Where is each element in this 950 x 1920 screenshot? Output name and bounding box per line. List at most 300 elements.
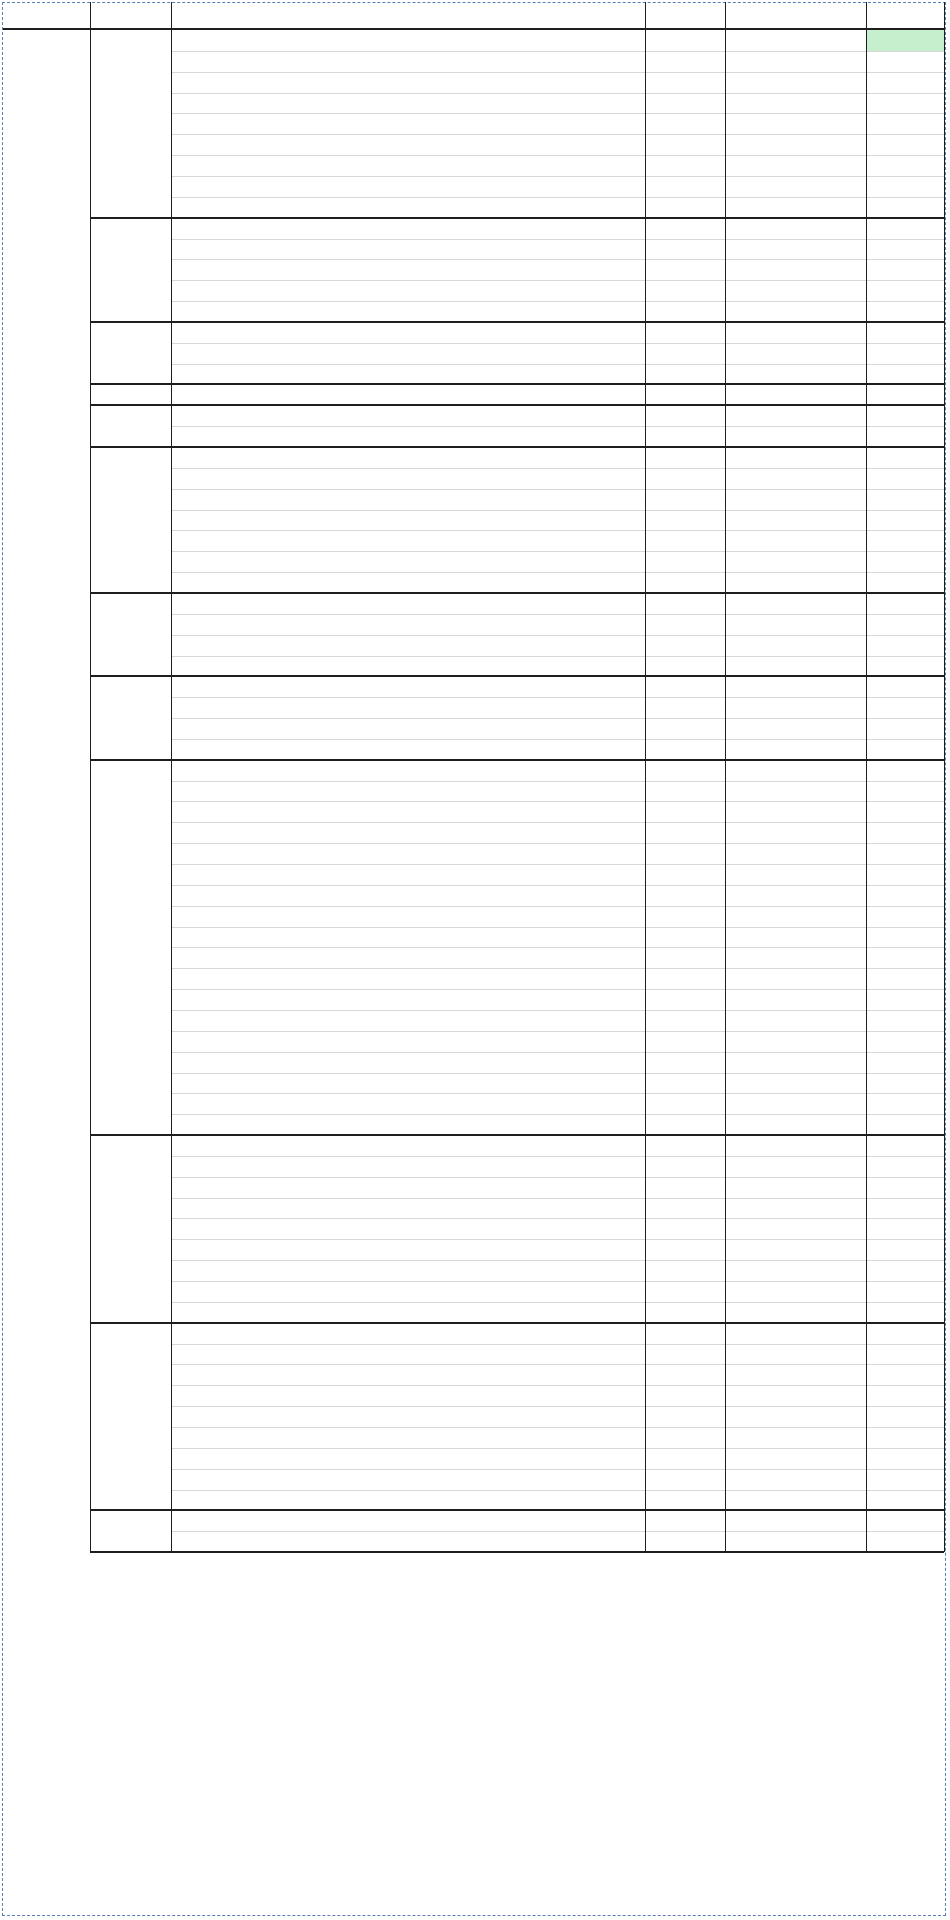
item-name[interactable] <box>174 1281 642 1302</box>
cost-value[interactable] <box>648 405 722 426</box>
labor-value[interactable] <box>728 739 863 760</box>
item-name[interactable] <box>174 405 642 426</box>
labor-value[interactable] <box>728 1323 863 1344</box>
total-value[interactable] <box>869 635 941 656</box>
item-name[interactable] <box>174 1260 642 1281</box>
item-name[interactable] <box>174 489 642 510</box>
labor-value[interactable] <box>728 1156 863 1177</box>
header-date[interactable] <box>6 4 87 26</box>
labor-value[interactable] <box>728 72 863 93</box>
labor-value[interactable] <box>728 113 863 134</box>
cost-value[interactable] <box>648 364 722 385</box>
item-name[interactable] <box>174 1364 642 1385</box>
item-name[interactable] <box>174 635 642 656</box>
cost-value[interactable] <box>648 1218 722 1239</box>
cost-value[interactable] <box>648 1385 722 1406</box>
total-value[interactable] <box>869 72 941 93</box>
total-value[interactable] <box>869 364 941 385</box>
total-value[interactable] <box>869 1156 941 1177</box>
item-name[interactable] <box>174 1490 642 1511</box>
cost-value[interactable] <box>648 1510 722 1531</box>
item-name[interactable] <box>174 51 642 72</box>
labor-value[interactable] <box>728 155 863 176</box>
cost-value[interactable] <box>648 1302 722 1323</box>
cost-value[interactable] <box>648 426 722 447</box>
cost-value[interactable] <box>648 572 722 593</box>
total-value[interactable] <box>869 1010 941 1031</box>
mileage-value[interactable] <box>93 30 168 218</box>
total-value[interactable] <box>869 426 941 447</box>
item-name[interactable] <box>174 822 642 843</box>
total-value[interactable] <box>869 93 941 114</box>
total-value[interactable] <box>869 530 941 551</box>
labor-value[interactable] <box>728 1198 863 1219</box>
cost-value[interactable] <box>648 113 722 134</box>
cost-value[interactable] <box>648 134 722 155</box>
cost-value[interactable] <box>648 1198 722 1219</box>
labor-value[interactable] <box>728 1260 863 1281</box>
total-value[interactable] <box>869 1364 941 1385</box>
labor-value[interactable] <box>728 51 863 72</box>
date-value[interactable] <box>6 1323 87 1344</box>
labor-value[interactable] <box>728 364 863 385</box>
header-fault[interactable] <box>174 4 642 26</box>
item-name[interactable] <box>174 989 642 1010</box>
labor-value[interactable] <box>728 1177 863 1198</box>
total-value[interactable] <box>869 697 941 718</box>
total-value[interactable] <box>869 405 941 426</box>
labor-value[interactable] <box>728 781 863 802</box>
total-value[interactable] <box>869 239 941 260</box>
total-value[interactable] <box>869 384 941 405</box>
cost-value[interactable] <box>648 635 722 656</box>
date-value[interactable] <box>6 708 87 729</box>
cost-value[interactable] <box>648 155 722 176</box>
labor-value[interactable] <box>728 30 863 51</box>
cost-value[interactable] <box>648 51 722 72</box>
total-value[interactable] <box>869 447 941 468</box>
labor-value[interactable] <box>728 1281 863 1302</box>
total-value[interactable] <box>869 593 941 614</box>
labor-value[interactable] <box>728 1031 863 1052</box>
labor-value[interactable] <box>728 1469 863 1490</box>
item-name[interactable] <box>174 1010 642 1031</box>
total-value[interactable] <box>869 947 941 968</box>
total-value[interactable] <box>869 1427 941 1448</box>
item-name[interactable] <box>174 384 642 405</box>
cost-value[interactable] <box>648 530 722 551</box>
mileage-value[interactable] <box>93 447 168 593</box>
total-value[interactable] <box>869 927 941 948</box>
cost-value[interactable] <box>648 384 722 405</box>
total-value[interactable] <box>869 134 941 155</box>
cost-value[interactable] <box>648 1281 722 1302</box>
labor-value[interactable] <box>728 93 863 114</box>
header-total[interactable] <box>869 4 941 26</box>
total-value[interactable] <box>869 906 941 927</box>
total-value[interactable] <box>869 885 941 906</box>
item-name[interactable] <box>174 1531 642 1552</box>
total-value[interactable] <box>869 510 941 531</box>
cost-value[interactable] <box>648 1052 722 1073</box>
item-name[interactable] <box>174 468 642 489</box>
labor-value[interactable] <box>728 927 863 948</box>
total-value[interactable] <box>869 676 941 697</box>
item-name[interactable] <box>174 1073 642 1094</box>
cost-value[interactable] <box>648 1469 722 1490</box>
labor-value[interactable] <box>728 489 863 510</box>
labor-value[interactable] <box>728 1510 863 1531</box>
labor-value[interactable] <box>728 384 863 405</box>
labor-value[interactable] <box>728 906 863 927</box>
item-name[interactable] <box>174 1427 642 1448</box>
cost-value[interactable] <box>648 1156 722 1177</box>
date-value[interactable] <box>6 1375 87 1396</box>
total-value[interactable] <box>869 1302 941 1323</box>
date-value[interactable] <box>6 1469 87 1490</box>
item-name[interactable] <box>174 906 642 927</box>
labor-value[interactable] <box>728 343 863 364</box>
mileage-value[interactable] <box>93 405 168 447</box>
date-value[interactable] <box>6 1344 87 1365</box>
labor-value[interactable] <box>728 1427 863 1448</box>
header-cost[interactable] <box>648 4 722 26</box>
cost-value[interactable] <box>648 656 722 677</box>
total-value[interactable] <box>869 1510 941 1531</box>
total-value[interactable] <box>869 259 941 280</box>
mileage-value[interactable] <box>93 322 168 385</box>
total-value[interactable] <box>869 468 941 489</box>
total-value[interactable] <box>869 1406 941 1427</box>
item-name[interactable] <box>174 259 642 280</box>
total-value[interactable] <box>869 760 941 781</box>
total-value[interactable] <box>869 614 941 635</box>
cost-value[interactable] <box>648 218 722 239</box>
labor-value[interactable] <box>728 1052 863 1073</box>
labor-value[interactable] <box>728 697 863 718</box>
item-name[interactable] <box>174 530 642 551</box>
item-name[interactable] <box>174 593 642 614</box>
cost-value[interactable] <box>648 1344 722 1365</box>
item-name[interactable] <box>174 1177 642 1198</box>
labor-value[interactable] <box>728 1239 863 1260</box>
labor-value[interactable] <box>728 947 863 968</box>
total-value[interactable] <box>869 656 941 677</box>
mileage-value[interactable] <box>93 1135 168 1323</box>
item-name[interactable] <box>174 1156 642 1177</box>
labor-value[interactable] <box>728 510 863 531</box>
item-name[interactable] <box>174 718 642 739</box>
date-value[interactable] <box>6 72 87 93</box>
date-value[interactable] <box>6 1135 87 1156</box>
total-value[interactable] <box>869 30 941 51</box>
cost-value[interactable] <box>648 1010 722 1031</box>
labor-value[interactable] <box>728 134 863 155</box>
item-name[interactable] <box>174 197 642 218</box>
cost-value[interactable] <box>648 927 722 948</box>
item-name[interactable] <box>174 218 642 239</box>
date-value[interactable] <box>6 1531 87 1552</box>
cost-value[interactable] <box>648 760 722 781</box>
total-value[interactable] <box>869 1073 941 1094</box>
cost-value[interactable] <box>648 343 722 364</box>
labor-value[interactable] <box>728 822 863 843</box>
cost-value[interactable] <box>648 781 722 802</box>
item-name[interactable] <box>174 551 642 572</box>
item-name[interactable] <box>174 1114 642 1135</box>
total-value[interactable] <box>869 1469 941 1490</box>
item-name[interactable] <box>174 1406 642 1427</box>
labor-value[interactable] <box>728 447 863 468</box>
cost-value[interactable] <box>648 1031 722 1052</box>
item-name[interactable] <box>174 510 642 531</box>
item-name[interactable] <box>174 1052 642 1073</box>
total-value[interactable] <box>869 1281 941 1302</box>
item-name[interactable] <box>174 968 642 989</box>
item-name[interactable] <box>174 676 642 697</box>
total-value[interactable] <box>869 1031 941 1052</box>
total-value[interactable] <box>869 551 941 572</box>
cost-value[interactable] <box>648 864 722 885</box>
cost-value[interactable] <box>648 801 722 822</box>
cost-value[interactable] <box>648 72 722 93</box>
total-value[interactable] <box>869 968 941 989</box>
item-name[interactable] <box>174 739 642 760</box>
item-name[interactable] <box>174 93 642 114</box>
labor-value[interactable] <box>728 280 863 301</box>
item-name[interactable] <box>174 176 642 197</box>
total-value[interactable] <box>869 1052 941 1073</box>
labor-value[interactable] <box>728 1010 863 1031</box>
total-value[interactable] <box>869 1448 941 1469</box>
item-name[interactable] <box>174 1302 642 1323</box>
mileage-value[interactable] <box>93 1323 168 1511</box>
labor-value[interactable] <box>728 989 863 1010</box>
labor-value[interactable] <box>728 468 863 489</box>
cost-value[interactable] <box>648 739 722 760</box>
date-value[interactable] <box>6 937 87 958</box>
total-value[interactable] <box>869 113 941 134</box>
labor-value[interactable] <box>728 801 863 822</box>
labor-value[interactable] <box>728 614 863 635</box>
cost-value[interactable] <box>648 551 722 572</box>
item-name[interactable] <box>174 426 642 447</box>
cost-value[interactable] <box>648 1364 722 1385</box>
total-value[interactable] <box>869 1490 941 1511</box>
date-value[interactable] <box>6 1218 87 1239</box>
item-name[interactable] <box>174 343 642 364</box>
cost-value[interactable] <box>648 1490 722 1511</box>
cost-value[interactable] <box>648 93 722 114</box>
labor-value[interactable] <box>728 1406 863 1427</box>
total-value[interactable] <box>869 1177 941 1198</box>
labor-value[interactable] <box>728 635 863 656</box>
total-value[interactable] <box>869 1135 941 1156</box>
labor-value[interactable] <box>728 301 863 322</box>
labor-value[interactable] <box>728 1093 863 1114</box>
cost-value[interactable] <box>648 197 722 218</box>
item-name[interactable] <box>174 1448 642 1469</box>
labor-value[interactable] <box>728 676 863 697</box>
item-name[interactable] <box>174 301 642 322</box>
item-name[interactable] <box>174 656 642 677</box>
cost-value[interactable] <box>648 1323 722 1344</box>
labor-value[interactable] <box>728 322 863 343</box>
mileage-value[interactable] <box>93 593 168 676</box>
labor-value[interactable] <box>728 1073 863 1094</box>
item-name[interactable] <box>174 614 642 635</box>
total-value[interactable] <box>869 843 941 864</box>
total-value[interactable] <box>869 343 941 364</box>
item-name[interactable] <box>174 947 642 968</box>
labor-value[interactable] <box>728 259 863 280</box>
labor-value[interactable] <box>728 426 863 447</box>
total-value[interactable] <box>869 822 941 843</box>
total-value[interactable] <box>869 1114 941 1135</box>
total-value[interactable] <box>869 51 941 72</box>
cost-value[interactable] <box>648 843 722 864</box>
cost-value[interactable] <box>648 1093 722 1114</box>
total-value[interactable] <box>869 801 941 822</box>
item-name[interactable] <box>174 447 642 468</box>
item-name[interactable] <box>174 1323 642 1344</box>
labor-value[interactable] <box>728 1531 863 1552</box>
labor-value[interactable] <box>728 1135 863 1156</box>
cost-value[interactable] <box>648 1448 722 1469</box>
cost-value[interactable] <box>648 593 722 614</box>
total-value[interactable] <box>869 572 941 593</box>
mileage-value[interactable] <box>93 1510 168 1552</box>
mileage-value[interactable] <box>93 760 168 1135</box>
item-name[interactable] <box>174 1198 642 1219</box>
total-value[interactable] <box>869 864 941 885</box>
item-name[interactable] <box>174 1510 642 1531</box>
labor-value[interactable] <box>728 1490 863 1511</box>
item-name[interactable] <box>174 72 642 93</box>
labor-value[interactable] <box>728 572 863 593</box>
item-name[interactable] <box>174 781 642 802</box>
mileage-value[interactable] <box>93 218 168 322</box>
labor-value[interactable] <box>728 1218 863 1239</box>
item-name[interactable] <box>174 843 642 864</box>
item-name[interactable] <box>174 1135 642 1156</box>
item-name[interactable] <box>174 1344 642 1365</box>
cost-value[interactable] <box>648 1135 722 1156</box>
labor-value[interactable] <box>728 197 863 218</box>
cost-value[interactable] <box>648 1114 722 1135</box>
cost-value[interactable] <box>648 468 722 489</box>
item-name[interactable] <box>174 864 642 885</box>
total-value[interactable] <box>869 1385 941 1406</box>
cost-value[interactable] <box>648 1406 722 1427</box>
cost-value[interactable] <box>648 906 722 927</box>
total-value[interactable] <box>869 739 941 760</box>
date-value[interactable] <box>6 624 87 645</box>
cost-value[interactable] <box>648 259 722 280</box>
labor-value[interactable] <box>728 593 863 614</box>
total-value[interactable] <box>869 1198 941 1219</box>
mileage-value[interactable] <box>93 676 168 759</box>
total-value[interactable] <box>869 718 941 739</box>
total-value[interactable] <box>869 176 941 197</box>
total-value[interactable] <box>869 1239 941 1260</box>
cost-value[interactable] <box>648 1427 722 1448</box>
cost-value[interactable] <box>648 676 722 697</box>
cost-value[interactable] <box>648 822 722 843</box>
total-value[interactable] <box>869 218 941 239</box>
labor-value[interactable] <box>728 1448 863 1469</box>
cost-value[interactable] <box>648 510 722 531</box>
labor-value[interactable] <box>728 968 863 989</box>
item-name[interactable] <box>174 760 642 781</box>
cost-value[interactable] <box>648 697 722 718</box>
labor-value[interactable] <box>728 864 863 885</box>
cost-value[interactable] <box>648 1531 722 1552</box>
labor-value[interactable] <box>728 1302 863 1323</box>
labor-value[interactable] <box>728 239 863 260</box>
total-value[interactable] <box>869 1093 941 1114</box>
cost-value[interactable] <box>648 1073 722 1094</box>
cost-value[interactable] <box>648 489 722 510</box>
labor-value[interactable] <box>728 760 863 781</box>
cost-value[interactable] <box>648 301 722 322</box>
total-value[interactable] <box>869 197 941 218</box>
total-value[interactable] <box>869 1260 941 1281</box>
cost-value[interactable] <box>648 968 722 989</box>
labor-value[interactable] <box>728 530 863 551</box>
cost-value[interactable] <box>648 447 722 468</box>
labor-value[interactable] <box>728 656 863 677</box>
total-value[interactable] <box>869 489 941 510</box>
item-name[interactable] <box>174 1093 642 1114</box>
labor-value[interactable] <box>728 843 863 864</box>
cost-value[interactable] <box>648 239 722 260</box>
total-value[interactable] <box>869 781 941 802</box>
total-value[interactable] <box>869 280 941 301</box>
item-name[interactable] <box>174 1218 642 1239</box>
cost-value[interactable] <box>648 614 722 635</box>
item-name[interactable] <box>174 30 642 51</box>
labor-value[interactable] <box>728 1385 863 1406</box>
total-value[interactable] <box>869 1218 941 1239</box>
cost-value[interactable] <box>648 1260 722 1281</box>
item-name[interactable] <box>174 885 642 906</box>
labor-value[interactable] <box>728 551 863 572</box>
item-name[interactable] <box>174 1385 642 1406</box>
item-name[interactable] <box>174 1031 642 1052</box>
item-name[interactable] <box>174 113 642 134</box>
total-value[interactable] <box>869 1344 941 1365</box>
item-name[interactable] <box>174 1469 642 1490</box>
item-name[interactable] <box>174 697 642 718</box>
labor-value[interactable] <box>728 1344 863 1365</box>
total-value[interactable] <box>869 1323 941 1344</box>
header-labor[interactable] <box>728 4 863 26</box>
cost-value[interactable] <box>648 1239 722 1260</box>
labor-value[interactable] <box>728 1364 863 1385</box>
item-name[interactable] <box>174 239 642 260</box>
total-value[interactable] <box>869 1531 941 1552</box>
cost-value[interactable] <box>648 947 722 968</box>
item-name[interactable] <box>174 801 642 822</box>
labor-value[interactable] <box>728 176 863 197</box>
cost-value[interactable] <box>648 1177 722 1198</box>
labor-value[interactable] <box>728 218 863 239</box>
item-name[interactable] <box>174 364 642 385</box>
cost-value[interactable] <box>648 718 722 739</box>
total-value[interactable] <box>869 989 941 1010</box>
item-name[interactable] <box>174 322 642 343</box>
